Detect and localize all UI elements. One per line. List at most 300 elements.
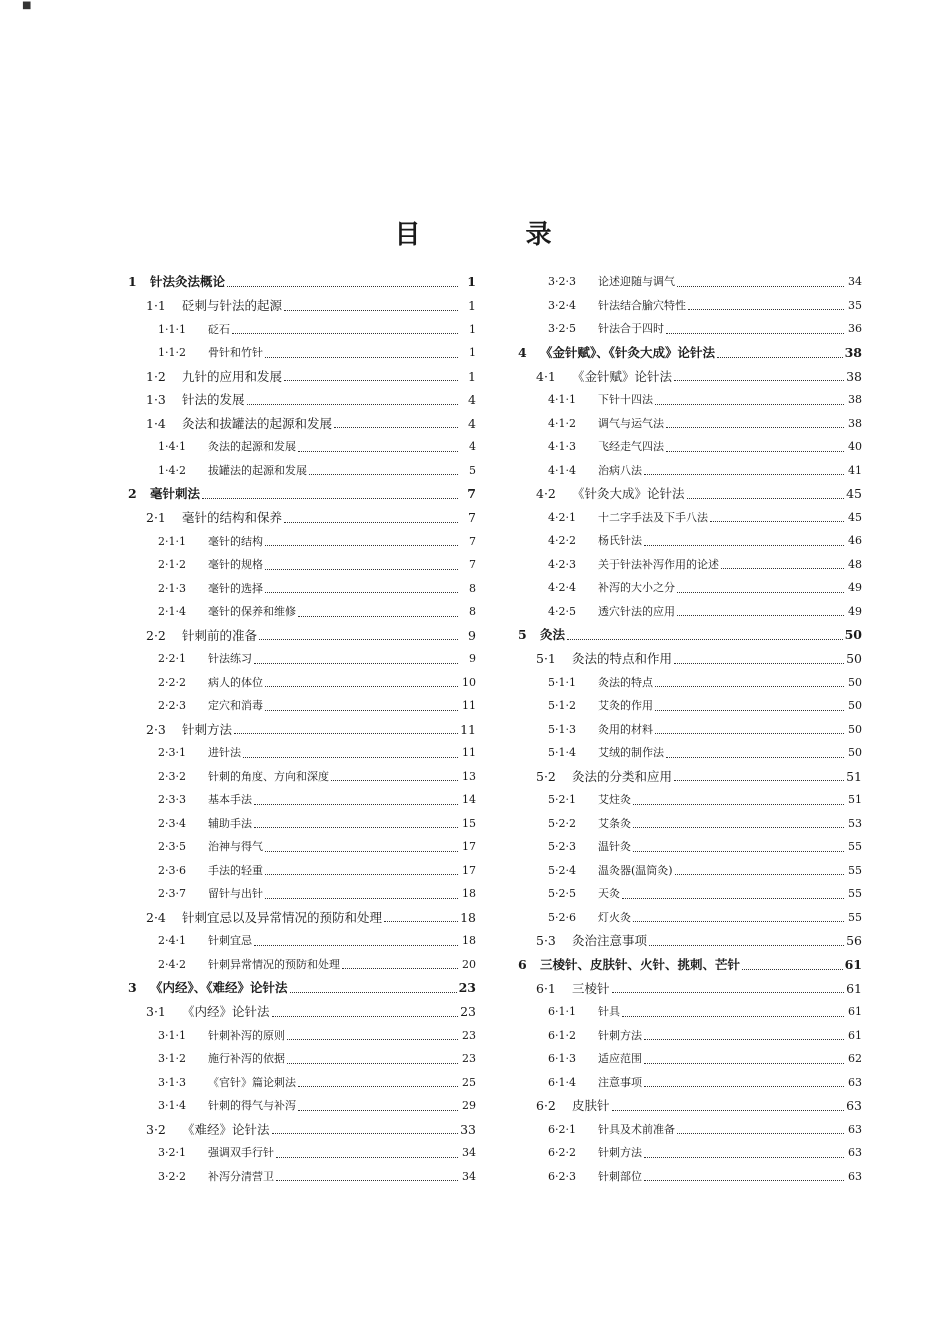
toc-entry-page: 29	[462, 1099, 476, 1112]
toc-entry-page: 62	[848, 1052, 862, 1065]
toc-entry	[510, 506, 862, 530]
toc-entry-number: 2·3·5	[158, 840, 186, 853]
toc-entry-number: 1·1·2	[158, 346, 186, 359]
toc-entry-page: 63	[846, 1098, 862, 1113]
toc-entry	[510, 270, 862, 294]
toc-entry-number: 4·2·1	[548, 510, 576, 524]
toc-entry	[120, 1141, 476, 1165]
toc-entry-title: 灸治注意事项	[572, 933, 648, 948]
toc-entry-page: 11	[462, 699, 476, 712]
dot-leader	[227, 285, 458, 287]
dot-leader	[666, 332, 844, 334]
toc-entry-page: 63	[848, 1146, 862, 1159]
toc-entry-page: 1	[469, 322, 476, 336]
toc-entry-title: 《针灸大成》论针法	[572, 486, 685, 501]
dot-leader	[254, 826, 458, 828]
toc-entry-number: 4·1·1	[548, 393, 576, 406]
toc-entry-page: 11	[460, 721, 476, 737]
toc-entry-page: 35	[848, 298, 862, 312]
toc-entry-number: 3·1·1	[158, 1028, 186, 1042]
dot-leader	[633, 826, 844, 828]
toc-entry-number: 3·2·5	[548, 322, 576, 335]
toc-entry-title: 针法结合腧穴特性	[598, 298, 686, 312]
toc-entry-page: 18	[460, 909, 476, 925]
toc-entry-number: 5·2·1	[548, 793, 576, 806]
toc-entry-title: 留针与出针	[208, 887, 263, 900]
dot-leader	[234, 732, 458, 734]
toc-entry	[510, 294, 862, 318]
toc-entry	[510, 341, 862, 365]
toc-entry-number: 6·2·2	[548, 1146, 576, 1159]
dot-leader	[298, 1109, 458, 1111]
toc-entry-page: 14	[462, 793, 476, 806]
toc-entry-title: 针刺部位	[598, 1169, 642, 1183]
dot-leader	[649, 944, 844, 946]
toc-entry	[510, 765, 862, 789]
toc-entry-number: 2·4·2	[158, 957, 186, 971]
dot-leader	[298, 1085, 458, 1087]
dot-leader	[674, 379, 844, 381]
dot-leader	[644, 1085, 844, 1087]
toc-entry-title: 《金针赋》论针法	[572, 368, 673, 384]
toc-entry-number: 4·2·5	[548, 604, 576, 618]
toc-entry	[120, 318, 476, 342]
toc-entry-page: 50	[846, 651, 862, 666]
toc-entry-number: 2·2·3	[158, 699, 186, 712]
toc-entry-title: 针刺宜忌	[208, 934, 252, 947]
dot-leader	[265, 544, 458, 546]
toc-entry-number: 3·1·2	[158, 1052, 186, 1065]
toc-entry-title: 艾绒的制作法	[598, 746, 664, 759]
toc-entry-page: 23	[460, 1004, 476, 1019]
toc-entry-page: 11	[462, 746, 476, 759]
toc-entry-title: 针具及术前准备	[598, 1122, 675, 1136]
toc-entry-title: 艾条灸	[598, 816, 631, 830]
toc-entry	[120, 341, 476, 365]
toc-entry	[510, 906, 862, 930]
dot-leader	[677, 614, 844, 616]
toc-entry-title: 定穴和消毒	[208, 699, 263, 712]
toc-entry-page: 23	[462, 1052, 476, 1065]
toc-entry	[120, 1024, 476, 1048]
toc-entry-page: 5	[469, 463, 476, 477]
corner-mark: ■	[22, 0, 32, 11]
toc-entry-page: 23	[458, 980, 476, 995]
dot-leader	[622, 897, 844, 899]
toc-entry-number: 6·2·1	[548, 1122, 576, 1136]
toc-entry-title: 针法合于四时	[598, 322, 664, 335]
toc-entry	[510, 1165, 862, 1189]
toc-entry-title: 灸法的分类和应用	[572, 768, 673, 784]
toc-entry-page: 55	[848, 840, 862, 853]
toc-entry-page: 34	[462, 1146, 476, 1159]
dot-leader	[644, 1038, 844, 1040]
toc-entry	[120, 530, 476, 554]
toc-entry-title: 针法灸法概论	[150, 274, 226, 289]
toc-entry-number: 4·1·3	[548, 440, 576, 453]
toc-entry-number: 6·1·1	[548, 1005, 576, 1018]
dot-leader	[331, 779, 458, 781]
toc-entry-number: 2·3·4	[158, 816, 186, 830]
toc-entry-page: 50	[844, 627, 862, 642]
toc-entry-title: 下针十四法	[598, 393, 653, 406]
toc-entry-title: 毫针的结构	[208, 534, 263, 548]
toc-entry	[510, 741, 862, 765]
toc-entry-page: 56	[846, 933, 862, 948]
toc-entry	[510, 953, 862, 977]
toc-entry	[120, 1047, 476, 1071]
toc-entry	[510, 788, 862, 812]
dot-leader	[633, 920, 844, 922]
toc-entry-title: 灸法的特点	[598, 675, 653, 689]
toc-entry-title: 针刺异常情况的预防和处理	[208, 957, 340, 971]
toc-entry	[510, 859, 862, 883]
dot-leader	[265, 873, 458, 875]
toc-entry-number: 2·1·4	[158, 605, 186, 618]
toc-entry-number: 3	[128, 980, 137, 995]
toc-entry-title: 砭刺与针法的起源	[182, 298, 283, 313]
toc-entry-page: 10	[462, 675, 476, 689]
toc-entry-number: 3·2	[146, 1121, 166, 1137]
toc-entry-title: 针刺方法	[598, 1028, 642, 1042]
dot-leader	[677, 1132, 844, 1134]
toc-entry	[120, 859, 476, 883]
toc-entry	[510, 1024, 862, 1048]
toc-entry-page: 51	[846, 768, 862, 784]
toc-entry	[120, 482, 476, 506]
toc-entry	[510, 882, 862, 906]
toc-entry-page: 40	[848, 440, 862, 453]
toc-entry-number: 5·2·3	[548, 840, 576, 853]
toc-entry-title: 针具	[598, 1005, 620, 1018]
dot-leader	[644, 1062, 844, 1064]
toc-entry	[510, 1141, 862, 1165]
toc-entry-number: 2·1	[146, 510, 166, 525]
toc-entry-title: 毫针的选择	[208, 581, 263, 595]
toc-entry-number: 5·2·2	[548, 816, 576, 830]
toc-entry-page: 1	[467, 274, 476, 289]
toc-entry	[120, 812, 476, 836]
toc-entry-number: 1·3	[146, 392, 166, 407]
toc-entry-number: 2·3·6	[158, 863, 186, 877]
toc-entry-title: 补泻分清营卫	[208, 1169, 274, 1183]
toc-entry-title: 透穴针法的应用	[598, 604, 675, 618]
toc-entry-title: 毫针的结构和保养	[182, 510, 283, 525]
toc-entry-number: 5·2·5	[548, 887, 576, 900]
toc-entry-title: 温灸器(温筒灸)	[598, 863, 673, 877]
toc-entry-number: 4·1	[536, 368, 556, 384]
toc-entry	[510, 600, 862, 624]
toc-entry-number: 5·3	[536, 933, 556, 948]
toc-entry	[120, 718, 476, 742]
toc-entry-title: 治神与得气	[208, 840, 263, 853]
dot-leader	[265, 709, 458, 711]
dot-leader	[287, 1038, 458, 1040]
toc-entry-number: 5·1·1	[548, 675, 576, 689]
dot-leader	[674, 662, 844, 664]
toc-entry-page: 1	[469, 346, 476, 359]
toc-entry	[510, 1000, 862, 1024]
toc-entry-number: 2·2·1	[158, 652, 186, 665]
toc-entry-page: 38	[846, 368, 862, 384]
toc-entry-title: 针法练习	[208, 652, 252, 665]
toc-entry-title: 补泻的大小之分	[598, 581, 675, 594]
toc-entry-page: 18	[462, 887, 476, 900]
toc-entry-number: 3·1·3	[158, 1075, 186, 1089]
dot-leader	[644, 473, 844, 475]
toc-entry	[510, 553, 862, 577]
toc-entry-page: 1	[468, 298, 476, 313]
toc-entry-title: 灯火灸	[598, 910, 631, 924]
dot-leader	[655, 732, 844, 734]
dot-leader	[612, 1109, 844, 1111]
dot-leader	[290, 991, 457, 993]
toc-entry	[120, 506, 476, 530]
toc-entry-page: 8	[469, 605, 476, 618]
toc-entry-title: 《内经》、《难经》论针法	[150, 980, 288, 995]
toc-entry-page: 17	[462, 840, 476, 853]
toc-entry-page: 7	[468, 510, 476, 525]
toc-entry-title: 针刺补泻的原则	[208, 1028, 285, 1042]
toc-entry-page: 55	[848, 863, 862, 877]
toc-entry-page: 45	[846, 486, 862, 501]
toc-entry-number: 1·4·1	[158, 440, 186, 453]
toc-entry-number: 3·1	[146, 1004, 166, 1019]
toc-entry-page: 45	[848, 510, 862, 524]
dot-leader	[276, 1179, 458, 1181]
toc-entry-title: 拔罐法的起源和发展	[208, 463, 307, 477]
toc-entry-number: 5·1·2	[548, 699, 576, 712]
toc-entry-page: 50	[848, 675, 862, 689]
toc-entry	[120, 1165, 476, 1189]
toc-entry	[120, 976, 476, 1000]
toc-entry-page: 63	[848, 1075, 862, 1089]
toc-entry-page: 25	[462, 1075, 476, 1089]
toc-entry	[120, 671, 476, 695]
toc-entry-title: 注意事项	[598, 1075, 642, 1089]
toc-entry	[120, 553, 476, 577]
dot-leader	[265, 685, 458, 687]
toc-entry	[510, 977, 862, 1001]
toc-entry	[120, 365, 476, 389]
toc-entry-title: 艾炷灸	[598, 793, 631, 806]
toc-entry-page: 7	[469, 534, 476, 548]
toc-entry	[120, 1118, 476, 1142]
toc-entry-page: 18	[462, 934, 476, 947]
toc-entry-number: 4	[518, 344, 527, 360]
dot-leader	[644, 1179, 844, 1181]
toc-entry	[120, 624, 476, 648]
toc-entry	[120, 1094, 476, 1118]
toc-entry-number: 4·2	[536, 486, 556, 501]
toc-entry-page: 17	[462, 863, 476, 877]
toc-entry-title: 论述迎随与调气	[598, 275, 675, 288]
toc-entry-title: 九针的应用和发展	[182, 368, 283, 384]
dot-leader	[298, 450, 458, 452]
toc-entry-number: 4·2·2	[548, 534, 576, 547]
toc-entry	[120, 270, 476, 294]
toc-entry-title: 基本手法	[208, 793, 252, 806]
toc-entry-title: 《官针》篇论刺法	[208, 1075, 296, 1089]
toc-entry-page: 61	[848, 1005, 862, 1018]
dot-leader	[742, 968, 843, 970]
dot-leader	[243, 756, 458, 758]
dot-leader	[276, 1156, 458, 1158]
toc-entry-page: 34	[848, 275, 862, 288]
toc-entry-number: 1·1	[146, 298, 166, 313]
toc-entry-number: 6·1	[536, 980, 556, 996]
toc-entry-number: 1	[128, 274, 137, 289]
toc-entry-title: 针刺的角度、方向和深度	[208, 769, 329, 783]
toc-entry-page: 20	[462, 957, 476, 971]
dot-leader	[675, 873, 844, 875]
toc-entry	[120, 1000, 476, 1024]
dot-leader	[688, 308, 844, 310]
toc-entry-page: 33	[460, 1121, 476, 1137]
toc-entry	[120, 412, 476, 436]
toc-entry-number: 4·1·4	[548, 463, 576, 477]
toc-entry	[120, 577, 476, 601]
toc-entry-page: 49	[848, 604, 862, 618]
toc-right-column	[510, 270, 862, 1188]
toc-entry-title: 强调双手行针	[208, 1146, 274, 1159]
toc-entry-page: 23	[462, 1028, 476, 1042]
toc-entry-title: 适应范围	[598, 1052, 642, 1065]
toc-entry	[510, 412, 862, 436]
toc-entry-number: 6·1·3	[548, 1052, 576, 1065]
toc-entry-number: 1·1·1	[158, 322, 186, 336]
toc-entry	[510, 529, 862, 553]
dot-leader	[298, 615, 458, 617]
toc-entry-page: 61	[846, 980, 862, 996]
toc-entry-page: 41	[848, 463, 862, 477]
toc-entry-title: 针刺方法	[598, 1146, 642, 1159]
toc-entry-number: 2·4·1	[158, 934, 186, 947]
toc-entry-number: 1·2	[146, 368, 166, 384]
dot-leader	[677, 285, 844, 287]
toc-entry-page: 55	[848, 887, 862, 900]
dot-leader	[655, 685, 844, 687]
toc-entry-title: 皮肤针	[572, 1098, 610, 1113]
toc-entry-number: 4·2·4	[548, 581, 576, 594]
toc-entry-number: 2·1·1	[158, 534, 186, 548]
toc-entry-number: 2·2	[146, 627, 166, 643]
dot-leader	[644, 544, 844, 546]
toc-entry	[120, 294, 476, 318]
toc-entry-title: 调气与运气法	[598, 416, 664, 430]
toc-entry-page: 15	[462, 816, 476, 830]
toc-entry	[120, 1071, 476, 1095]
toc-entry-number: 6·1·4	[548, 1075, 576, 1089]
toc-entry-title: 毫针的规格	[208, 558, 263, 571]
dot-leader	[384, 920, 458, 922]
dot-leader	[265, 568, 458, 570]
dot-leader	[265, 591, 458, 593]
toc-entry-title: 灸法	[540, 627, 566, 642]
toc-entry	[510, 718, 862, 742]
toc-entry	[510, 459, 862, 483]
toc-entry-title: 针法的发展	[182, 392, 245, 407]
toc-entry-page: 8	[469, 581, 476, 595]
toc-entry-number: 3·2·1	[158, 1146, 186, 1159]
toc-entry-title: 关于针法补泻作用的论述	[598, 557, 719, 571]
dot-leader	[721, 567, 844, 569]
toc-entry	[510, 647, 862, 671]
dot-leader	[655, 403, 844, 405]
toc-entry	[510, 835, 862, 859]
dot-leader	[272, 1015, 458, 1017]
toc-entry-number: 4·1·2	[548, 416, 576, 430]
toc-entry-number: 6·2·3	[548, 1169, 576, 1183]
dot-leader	[254, 803, 458, 805]
toc-entry	[120, 741, 476, 765]
dot-leader	[717, 356, 843, 358]
toc-entry-number: 4·2·3	[548, 557, 576, 571]
toc-entry-title: 进针法	[208, 746, 241, 759]
toc-entry-number: 5·2·4	[548, 863, 576, 877]
toc-entry-title: 针刺方法	[182, 721, 233, 737]
dot-leader	[633, 803, 844, 805]
toc-entry	[510, 929, 862, 953]
toc-entry	[510, 1071, 862, 1095]
toc-entry-title: 针刺宜忌以及异常情况的预防和处理	[182, 909, 383, 925]
toc-entry-number: 5·2·6	[548, 910, 576, 924]
toc-entry-title: 天灸	[598, 887, 620, 900]
dot-leader	[342, 967, 458, 969]
dot-leader	[232, 332, 458, 334]
toc-entry-title: 毫针刺法	[150, 486, 201, 501]
toc-entry	[510, 365, 862, 389]
toc-entry-page: 51	[848, 793, 862, 806]
toc-entry-page: 38	[848, 393, 862, 406]
toc-entry-page: 61	[844, 956, 862, 972]
toc-entry-page: 49	[848, 581, 862, 594]
dot-leader	[666, 426, 844, 428]
toc-entry-page: 48	[848, 557, 862, 571]
toc-entry-number: 6·2	[536, 1098, 556, 1113]
toc-entry	[120, 388, 476, 412]
toc-entry	[120, 882, 476, 906]
toc-entry-page: 9	[468, 627, 476, 643]
dot-leader	[247, 403, 458, 405]
dot-leader	[309, 473, 458, 475]
toc-entry-title: 针刺前的准备	[182, 627, 258, 643]
toc-entry	[510, 317, 862, 341]
dot-leader	[265, 356, 458, 358]
toc-entry-page: 7	[469, 558, 476, 571]
toc-entry	[120, 906, 476, 930]
toc-entry-title: 针刺的得气与补泻	[208, 1099, 296, 1112]
toc-entry-page: 9	[469, 652, 476, 665]
dot-leader	[633, 850, 844, 852]
toc-entry-number: 2·3·2	[158, 769, 186, 783]
toc-entry-number: 2·3·3	[158, 793, 186, 806]
toc-entry-number: 1·4	[146, 415, 166, 431]
toc-entry-number: 5·1·4	[548, 746, 576, 759]
dot-leader	[284, 309, 458, 311]
toc-entry-number: 3·2·4	[548, 298, 576, 312]
toc-entry-number: 2·3·1	[158, 746, 186, 759]
toc-entry-number: 5	[518, 627, 527, 642]
toc-entry-title: 骨针和竹针	[208, 346, 263, 359]
dot-leader	[666, 756, 844, 758]
dot-leader	[674, 779, 844, 781]
toc-entry-page: 13	[462, 769, 476, 783]
toc-entry	[510, 694, 862, 718]
toc-entry-page: 61	[848, 1028, 862, 1042]
toc-entry-number: 2·2·2	[158, 675, 186, 689]
toc-entry-title: 《内经》论针法	[182, 1004, 270, 1019]
